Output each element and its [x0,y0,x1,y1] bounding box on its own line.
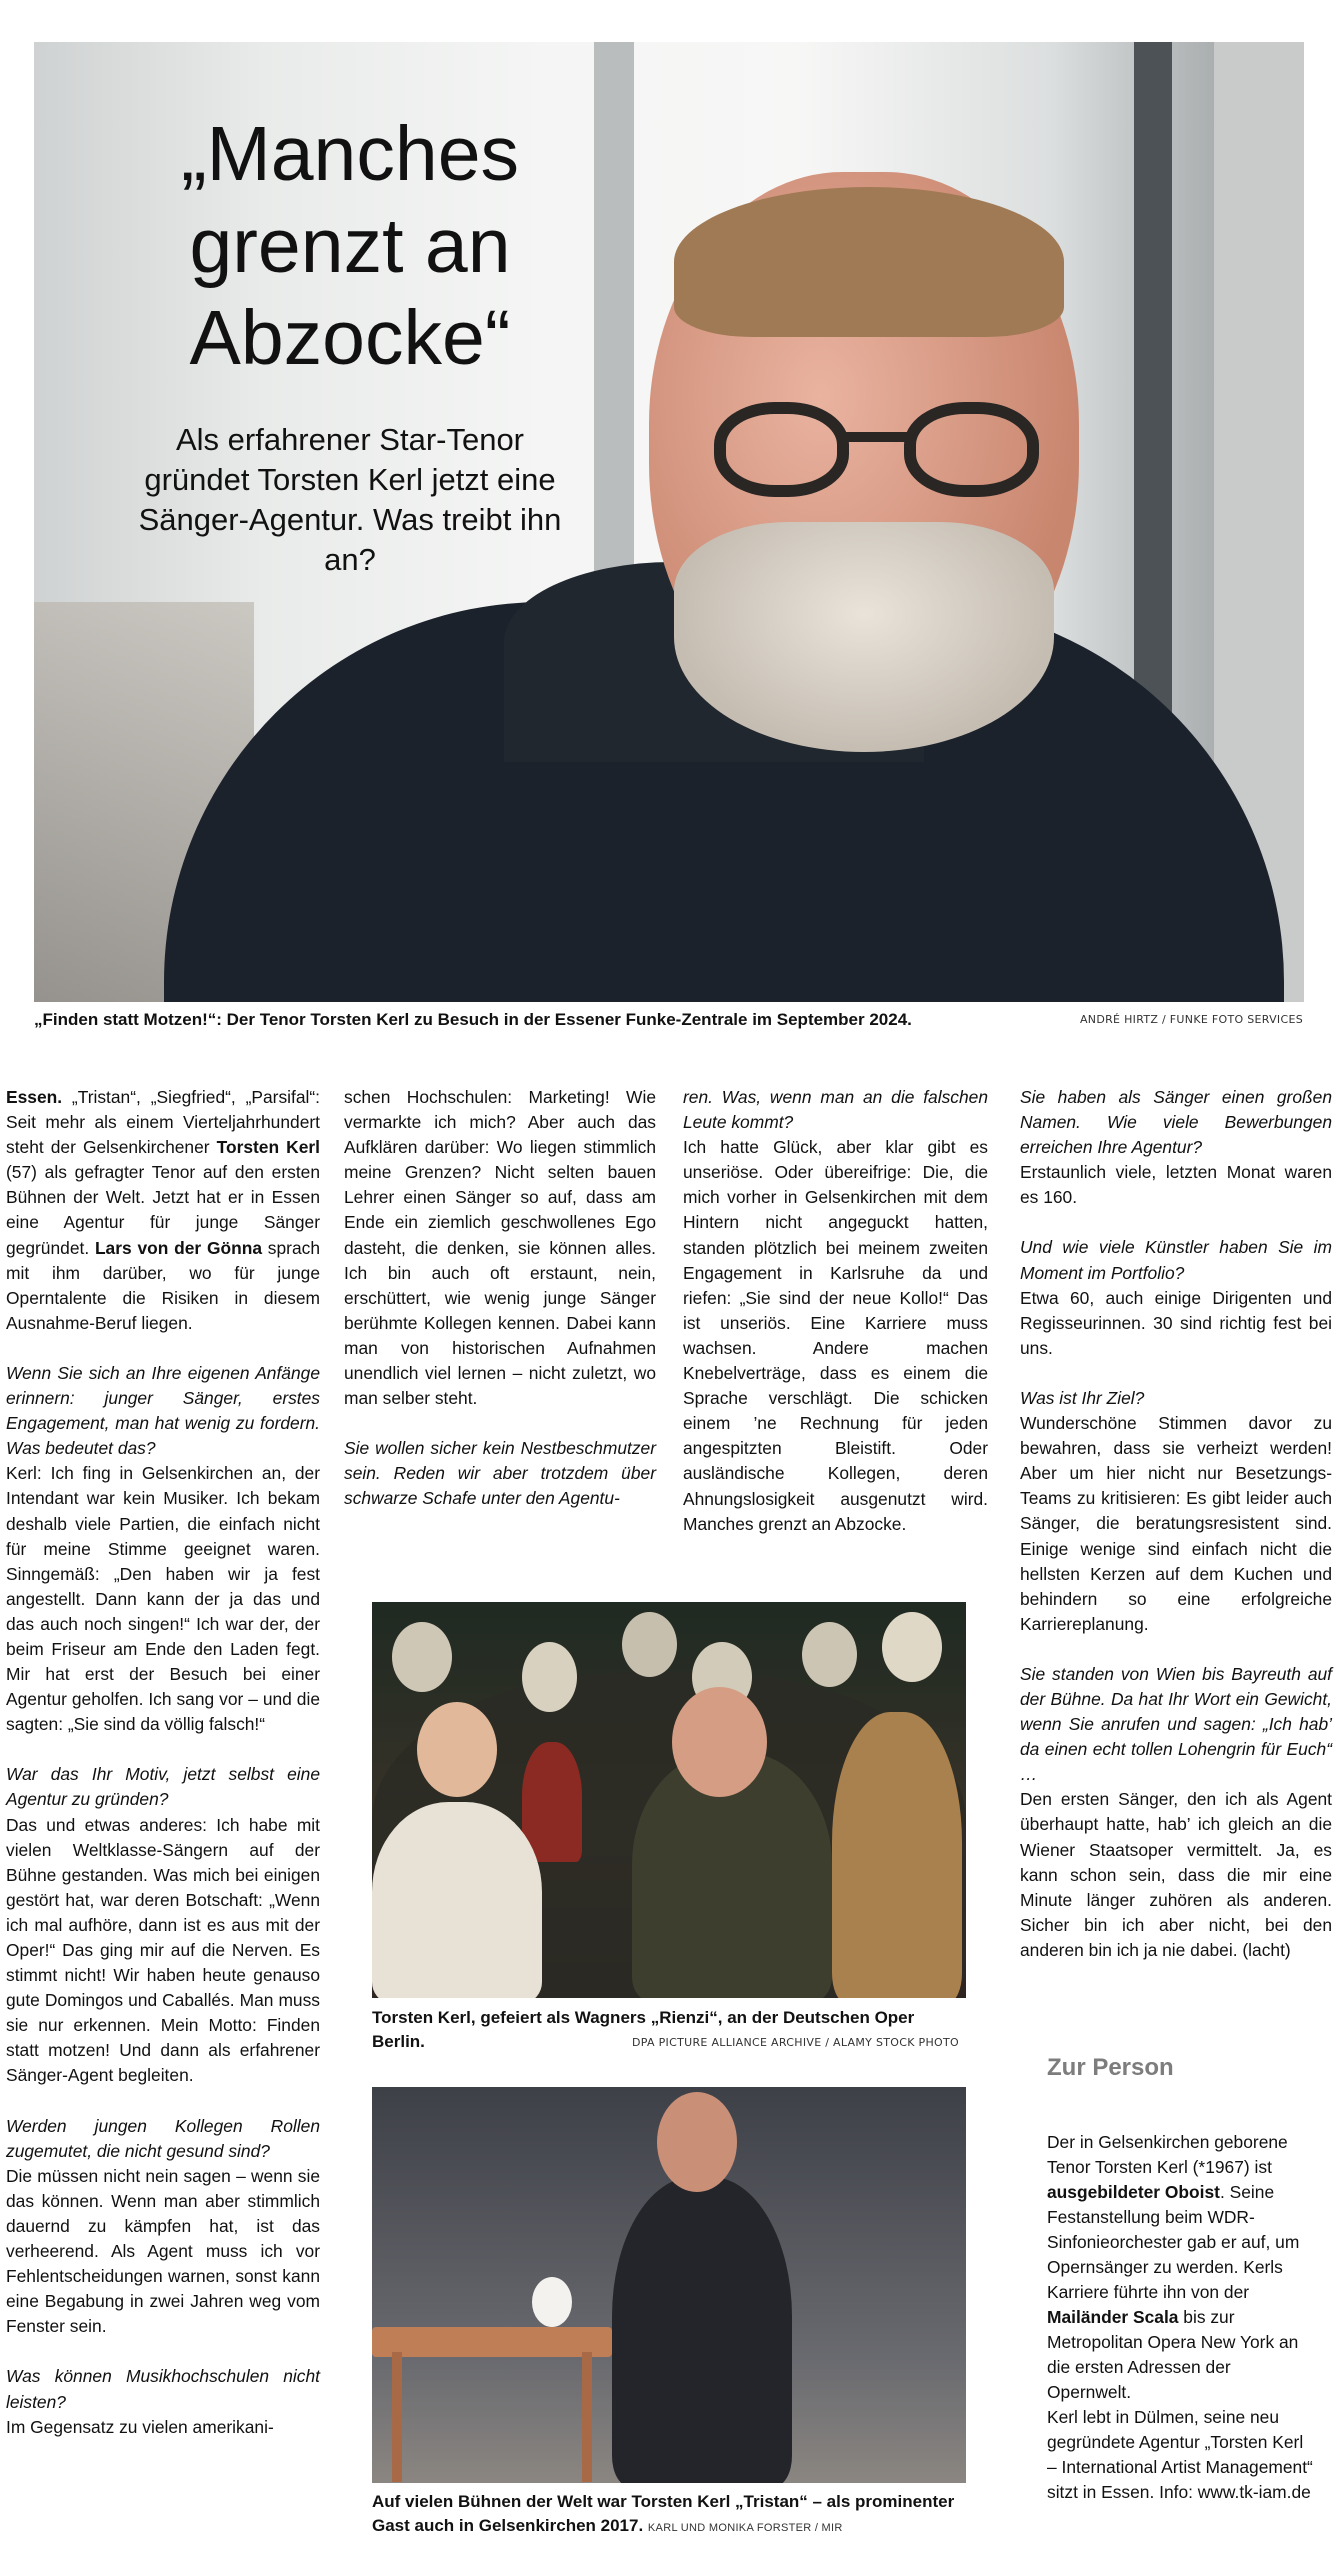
rienzi-caption: Torsten Kerl, gefeiert als Wagners „Rienzi“, an der Deutschen Oper Berlin. [372,2008,915,2051]
answer: Wunderschöne Stimmen davor zu bewahren, dass sie verheizt werden! Aber um hier nicht nur Besetzungs-Teams zu kritisieren: Es gibt leider auch Sänger, die beratungsresistent sind. Einige wenige sind einfach nicht die hellsten Kerzen auf dem Kuchen und behindern so eine erfolgreiche Karriereplanung. [1020,1413,1332,1634]
answer: schen Hochschulen: Marketing! Wie vermarkte ich mich? Aber auch das Aufklären darüber: Wo liegen stimmlich meine Grenzen? Nicht selten bauen Lehrer einen Sänger so auf, dass am Ende ein ziemlich geschwollenes Ego dasteht, die denken, sie können alles. Ich bin auch oft erstaunt, nein, erschüttert, wie wenig junge Sänger berühmte Kollegen kennen. Dabei kann man von historischen Aufnahmen unendlich viel lernen – nicht zuletzt, wo man selber steht. [344,1087,656,1409]
question: Sie wollen sicher kein Nestbeschmutzer sein. Reden wir aber trotzdem über schwarze Schafe unter den Agentu- [344,1438,656,1509]
headline: „Manches grenzt an Abzocke“ [180,111,520,381]
rienzi-photo [372,1602,966,1998]
article-column-4 [1020,1085,1332,1988]
question: ren. Was, wenn man an die falschen Leute kommt? [683,1087,988,1133]
hero-credit: ANDRÉ HIRTZ / FUNKE FOTO SERVICES [1079,1013,1303,1026]
answer: Ich hatte Glück, aber klar gibt es unseriöse. Oder übereifrige: Die, die mich vorher in Gelsenkirchen mit dem Hintern nicht angeguckt hatten, standen plötzlich bei meinem zweiten Engagement in Karlsruhe da und riefen: „Sie sind der neue Kollo!“ Das ist unseriös. Eine Karriere muss wachsen. Andere machen Knebelverträge, dass es einem die Sprache verschlägt. Die schicken einem ’ne Rechnung für jeden angespitzten Bleistift. Oder ausländische Kollegen, deren Ahnungslosigkeit ausgenutzt wird. Manches grenzt an Abzocke. [683,1137,988,1534]
answer: Das und etwas anderes: Ich habe mit vielen Weltklasse-Sängern auf der Bühne gestanden. Was mich bei einigen gestört hat, war deren Botschaft: „Wenn ich mal aufhöre, dann ist es aus mit der Oper!“ Das ging mir auf die Nerven. Es stimmt nicht! Wir haben heute genauso gute Domingos und Caballés. Man muss sie nur erkennen. Mein Motto: Finden statt motzen! Und dann als erfahrener Sänger-Agent begleiten. [6,1814,320,2086]
question: Was können Musikhochschulen nicht leisten? [6,2366,320,2412]
subheadline: Als erfahrener Star-Tenor gründet Torsten Kerl jetzt eine Sänger-Agentur. Was treibt ihn an? [138,422,562,577]
person-box: Der in Gelsenkirchen geborene Tenor Torsten Kerl (*1967) ist ausgebildeter Oboist. Seine Festanstellung beim WDR-Sinfonieorchester gab er auf, um Opernsänger zu werden. Kerls Karriere führte ihn von der Mailänder Scala bis zur Metropolitan Opera New York an die ersten Adressen der Opernwelt. Kerl lebt in Dülmen, seine neu gegründete Agentur „Torsten Kerl – International Artist Management“ sitzt in Essen. Info: www.tk-iam.de [1047,2132,1313,2502]
tristan-caption: Auf vielen Bühnen der Welt war Torsten Kerl „Tristan“ – als prominenter Gast auch in Gelsenkirchen 2017. KARL UND MONIKA FORSTER / MIR [372,2492,955,2535]
person-box-heading: Zur Person [1047,2054,1174,2081]
answer: Kerl: Ich fing in Gelsenkirchen an, der Intendant war kein Musiker. Ich bekam deshalb viele Partien, die einfach nicht für meine Stimme geeignet waren. Sinngemäß: „Den haben wir ja fest angestellt. Dann kann der ja das und das auch noch singen!“ Ich war der, der beim Friseur am Ende den Laden fegt. Mir hat erst der Besuch bei einer Agentur geholfen. Ich sang vor – und die sagten: „Sie sind da völlig falsch!“ [6,1463,320,1735]
answer: Erstaunlich viele, letzten Monat waren es 160. [1020,1162,1332,1208]
article-column-1: Essen. „Tristan“, „Siegfried“, „Parsifal“: Seit mehr als einem Vierteljahrhundert steht der Gelsenkirchener Torsten Kerl (57) als gefragter Tenor auf den ersten Bühnen der Welt. Jetzt hat er in Essen eine Agentur für junge Sänger gegründet. Lars von der Gönna sprach mit ihm darüber, wo für junge Operntalente die Risiken in diesem Ausnahme-Beruf liegen. Wenn Sie sich an Ihre eigenen Anfänge erinnern: junger Sänger, erstes Engagement, man hat wenig zu fordern. Was bedeutet das? Kerl: Ich fing in Gelsenkirchen an, der Intendant war kein Musiker. Ich bekam deshalb viele Partien, die einfach nicht für meine Stimme geeignet waren. Sinngemäß: „Den haben wir ja fest angestellt. Dann kann der ja das und das auch noch singen!“ Ich war der, der beim Friseur am Ende den Laden fegt. Mir hat erst der Besuch bei einer Agentur geholfen. Ich sang vor – und die sagten: „Sie sind da völlig falsch!“ War das Ihr Motiv, jetzt selbst eine Agentur zu gründen? Das und etwas anderes: Ich habe mit vielen Weltklasse-Sängern auf der Bühne gestanden. Was mich bei einigen gestört hat, war deren Botschaft: „Wenn ich mal aufhöre, dann ist es aus mit der Oper!“ Das ging mir auf die Nerven. Es stimmt nicht! Wir haben heute genauso gute Domingos und Caballés. Man muss sie nur erkennen. Mein Motto: Finden statt motzen! Und dann als erfahrener Sänger-Agent begleiten. Werden jungen Kollegen Rollen zugemutet, die nicht gesund sind? Die müssen nicht nein sagen – wenn sie das können. Wenn man aber stimmlich dauernd zu kämpfen hat, ist das verheerend. Als Agent muss ich vor Fehlentscheidungen warnen, sonst kann eine Begabung in zwei Jahren weg vom Fenster sein. Was können Musikhochschulen nicht leisten? Im Gegensatz zu vielen amerikani- [6,1087,320,2437]
tristan-credit: KARL UND MONIKA FORSTER / MIR [647,2522,843,2534]
question: Und wie viele Künstler haben Sie im Moment im Portfolio? [1020,1237,1332,1283]
article-column-3 [683,1085,988,1562]
answer: Die müssen nicht nein sagen – wenn sie das können. Wenn man aber stimmlich dauernd zu kämpfen hat, ist das verheerend. Als Agent muss ich vor Fehlentscheidungen warnen, sonst kann eine Begabung in zwei Jahren weg vom Fenster sein. [6,2165,320,2337]
question: Sie standen von Wien bis Bayreuth auf der Bühne. Da hat Ihr Wort ein Gewicht, wenn Sie anrufen und sagen: „Ich hab’ da einen echt tollen Lohengrin für Euch“ … [1020,1663,1332,1785]
question: War das Ihr Motiv, jetzt selbst eine Agentur zu gründen? [6,1764,320,1810]
dateline: Essen. [6,1087,63,1107]
rienzi-credit: DPA PICTURE ALLIANCE ARCHIVE / ALAMY STOCK PHOTO [632,2036,959,2049]
question: Was ist Ihr Ziel? [1020,1387,1145,1408]
hero-caption: „Finden statt Motzen!“: Der Tenor Torsten Kerl zu Besuch in der Essener Funke-Zentrale im September 2024. [34,1010,912,1029]
interviewee-name: Torsten Kerl [216,1137,320,1158]
author-name: Lars von der Gönna [94,1237,263,1258]
answer: Den ersten Sänger, den ich als Agent überhaupt hatte, hab’ ich gleich an die Wiener Staatsoper vermittelt. Ja, es kann schon sein, dass die mir eine Minute länger zuhören als anderen. Sicher bin ich aber nicht, bei den anderen bin ich ja nie dabei. (lacht) [1020,1789,1332,1960]
question: Wenn Sie sich an Ihre eigenen Anfänge erinnern: junger Sänger, erstes Engagement, man hat wenig zu fordern. Was bedeutet das? [6,1362,320,1459]
answer: Etwa 60, auch einige Dirigenten und Regisseurinnen. 30 sind richtig fest bei uns. [1020,1287,1332,1358]
question: Sie haben als Sänger einen großen Namen. Wie viele Bewerbungen erreichen Ihre Agentur? [1020,1087,1332,1158]
answer: Im Gegensatz zu vielen amerikani- [6,2416,274,2437]
question: Werden jungen Kollegen Rollen zugemutet, die nicht gesund sind? [6,2115,320,2161]
tristan-photo [372,2087,966,2483]
article-column-2 [344,1085,656,1537]
